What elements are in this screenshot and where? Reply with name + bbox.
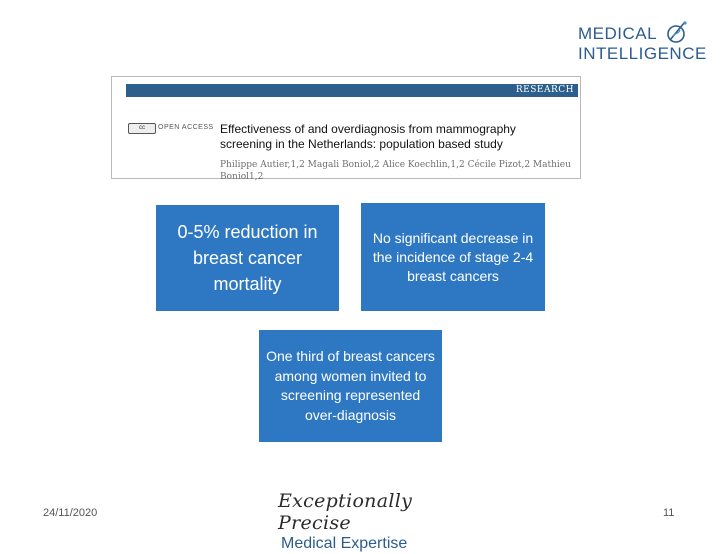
- brand-subtitle: Medical Expertise: [281, 535, 408, 552]
- article-header-image: [111, 76, 581, 182]
- journal-section-bar: [126, 84, 578, 97]
- finding-text: One third of breast cancers among women invited to screening represented over-diagnosis: [266, 348, 435, 423]
- article-authors: Philippe Autier,1,2 Magali Boniol,2 Alice Koechlin,1,2 Cécile Pizot,2 Mathieu Boniol1,2: [220, 160, 571, 182]
- finding-box-overdiagnosis: [259, 330, 442, 442]
- finding-text: No significant decrease in the incidence of stage 2-4 breast cancers: [372, 229, 534, 284]
- footer-brand-logo: [278, 490, 488, 554]
- page-number: 11: [663, 507, 675, 519]
- caduceus-icon: [666, 20, 688, 51]
- article-title: Effectiveness of and overdiagnosis from mammography screening in the Netherlands: population based study: [220, 122, 516, 151]
- medical-intelligence-logo: [578, 20, 707, 64]
- logo-text-line1: MEDICAL: [578, 24, 658, 43]
- brand-tagline: Exceptionally Precise: [278, 490, 413, 534]
- open-access-label: OPEN ACCESS: [158, 124, 214, 131]
- section-label: RESEARCH: [515, 85, 574, 95]
- finding-box-incidence: [361, 203, 545, 311]
- creative-commons-badge: cc: [128, 123, 156, 134]
- finding-text: 0-5% reduction in breast cancer mortality: [177, 222, 318, 294]
- slide-date: 24/11/2020: [43, 507, 98, 519]
- logo-text-line2: INTELLIGENCE: [578, 44, 707, 63]
- finding-box-mortality: [156, 205, 339, 311]
